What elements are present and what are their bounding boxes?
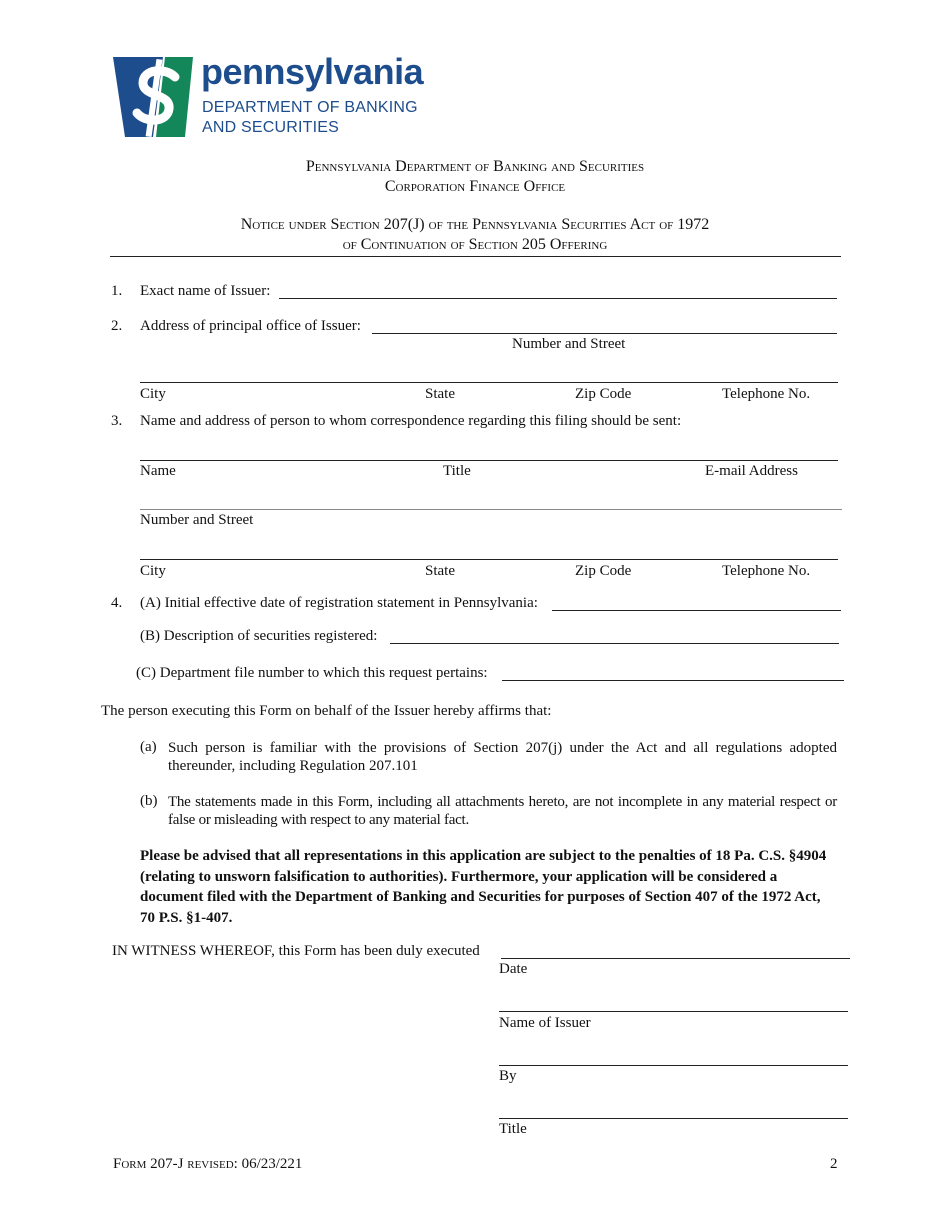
date-caption: Date — [499, 961, 528, 977]
item1-number: 1. — [111, 283, 123, 299]
contact-city-state-zip-field[interactable] — [140, 559, 838, 560]
file-number-field[interactable] — [502, 680, 844, 681]
name-of-issuer-caption: Name of Issuer — [499, 1015, 591, 1031]
form-revision-footer: Form 207-J revised: 06/23/221 — [113, 1156, 303, 1172]
notice-title-line1: Notice under Section 207(J) of the Pennsylvania Securities Act of 1972 — [240, 216, 710, 233]
securities-description-field[interactable] — [390, 643, 839, 644]
penalty-warning: Please be advised that all representations in this application are subject to the penalties of 18 Pa. C.S. §4904 (relating to unsworn falsification to authorities). Furthermore, your application will be considered a document filed with the Department of Banking and Securities for purposes of Section 407 of the 1972 Act, 70 P.S. §1-407. — [140, 848, 827, 926]
contact-street-field[interactable] — [140, 509, 842, 510]
office-city-caption: City — [140, 386, 166, 402]
effective-date-field[interactable] — [552, 610, 841, 611]
department-heading: Pennsylvania Department of Banking and Securities — [305, 158, 645, 175]
notice-title-line2: of Continuation of Section 205 Offering — [342, 236, 608, 253]
office-city-state-zip-field[interactable] — [140, 382, 838, 383]
office-heading: Corporation Finance Office — [384, 178, 566, 195]
keystone-dollar-icon — [113, 57, 195, 139]
title-caption: Title — [499, 1121, 527, 1137]
item3-number: 3. — [111, 413, 123, 429]
signer-title-field[interactable] — [499, 1118, 848, 1119]
affirmation-b-label: (b) — [140, 793, 158, 809]
office-number-street-caption: Number and Street — [512, 336, 626, 352]
contact-number-street-caption: Number and Street — [140, 512, 254, 528]
issuer-signature-name-field[interactable] — [499, 1011, 848, 1012]
issuer-name-label: Exact name of Issuer: — [140, 283, 271, 299]
contact-name-caption: Name — [140, 463, 176, 479]
contact-state-caption: State — [425, 563, 455, 579]
logo-subtitle-1: DEPARTMENT OF BANKING — [202, 99, 418, 116]
office-phone-caption: Telephone No. — [722, 386, 811, 402]
logo-wordmark: pennsylvania — [201, 51, 424, 92]
logo-subtitle-2: AND SECURITIES — [202, 119, 340, 136]
witness-statement: IN WITNESS WHEREOF, this Form has been duly executed — [112, 943, 480, 959]
issuer-name-field[interactable] — [279, 298, 837, 299]
principal-office-street-field[interactable] — [372, 333, 837, 334]
affirmation-b-text: The statements made in this Form, including all attachments hereto, are not incomplete in any material respect or false or misleading with respect to any material fact. — [168, 794, 837, 828]
affirmation-intro: The person executing this Form on behalf of the Issuer hereby affirms that: — [101, 703, 552, 719]
item2-number: 2. — [111, 318, 123, 334]
effective-date-label: (A) Initial effective date of registration statement in Pennsylvania: — [140, 595, 538, 611]
correspondence-label: Name and address of person to whom correspondence regarding this filing should be sent: — [140, 413, 682, 429]
header-divider — [110, 256, 841, 257]
department-logo — [113, 51, 433, 140]
affirmation-a-text: Such person is familiar with the provisions of Section 207(j) under the Act and all regulations adopted thereunder, including Regulation 207.101 — [168, 740, 837, 774]
contact-phone-caption: Telephone No. — [722, 563, 811, 579]
contact-title-caption: Title — [443, 463, 471, 479]
execution-date-field[interactable] — [501, 958, 850, 959]
office-zip-caption: Zip Code — [575, 386, 632, 402]
office-state-caption: State — [425, 386, 455, 402]
by-caption: By — [499, 1068, 517, 1084]
securities-description-label: (B) Description of securities registered: — [140, 628, 378, 644]
file-number-label: (C) Department file number to which this request pertains: — [136, 665, 488, 681]
signed-by-field[interactable] — [499, 1065, 848, 1066]
contact-name-title-email-field[interactable] — [140, 460, 838, 461]
contact-email-caption: E-mail Address — [705, 463, 798, 479]
item4-number: 4. — [111, 595, 123, 611]
contact-city-caption: City — [140, 563, 166, 579]
page-number: 2 — [830, 1156, 838, 1172]
contact-zip-caption: Zip Code — [575, 563, 632, 579]
principal-office-label: Address of principal office of Issuer: — [140, 318, 361, 334]
affirmation-a-label: (a) — [140, 739, 157, 755]
